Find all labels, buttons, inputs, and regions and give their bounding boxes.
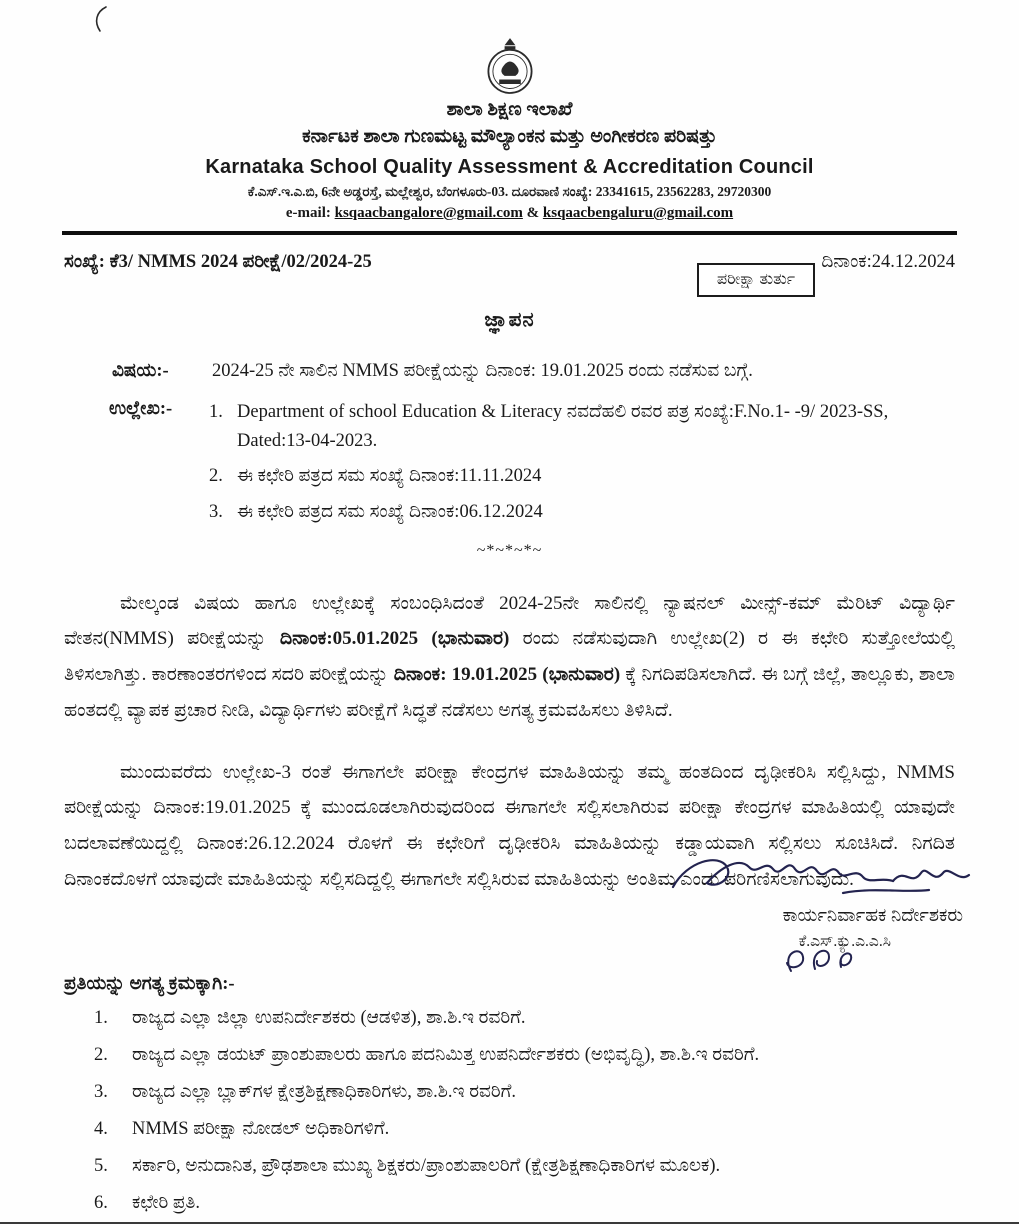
signature-block [0, 849, 1019, 969]
reference-text: Department of school Education & Literacy ನವದೆಹಲಿ ರವರ ಪತ್ರ ಸಂಖ್ಯೆ:F.No.1- -9/ 2023-SS, Dated:13-04-2023. [237, 402, 889, 451]
copy-item-text: ರಾಜ್ಯದ ಎಲ್ಲಾ ಬ್ಲಾಕ್‌ಗಳ ಕ್ಷೇತ್ರಶಿಕ್ಷಣಾಧಿಕಾರಿಗಳು, ಶಾ.ಶಿ.ಇ ರವರಿಗೆ. [132, 1082, 517, 1103]
department-title: ಶಾಲಾ ಶಿಕ್ಷಣ ಇಲಾಖೆ [446, 99, 573, 120]
subject-row [0, 360, 1019, 382]
karnataka-state-emblem-icon [483, 36, 537, 96]
pen-mark-icon [88, 4, 114, 34]
exam-urgent-stamp: ಪರೀಕ್ಷಾ ತುರ್ತು [697, 263, 815, 297]
signatory-organization: ಕೆ.ಎಸ್.ಕ್ಯು.ಎ.ಎ.ಸಿ [798, 933, 891, 951]
reference-row [0, 235, 1019, 273]
copy-item-number: 3. [94, 1082, 108, 1103]
email-separator: & [526, 205, 540, 221]
copy-item-number: 4. [94, 1118, 108, 1139]
copy-item-text: ರಾಜ್ಯದ ಎಲ್ಲಾ ಡಯಟ್ ಪ್ರಾಂಶುಪಾಲರು ಹಾಗೂ ಪದನಿಮಿತ್ತ ಉಪನಿರ್ದೇಶಕರು (ಅಭಿವೃದ್ಧಿ), ಶಾ.ಶಿ.ಇ ರವರಿಗೆ. [132, 1045, 760, 1066]
paragraph-text: ರಂದು ನಡೆಸುವುದಾಗಿ ಉಲ್ಲೇಖ(2) ರ ಈ ಕಛೇರಿ ಸುತ್ತೋಲೆಯಲ್ಲಿ ತಿಳಿಸಲಾಗಿತ್ತು. ಕಾರಣಾಂತರಗಳಿಂದ ಸದರಿ ಪರೀಕ್ಷೆಯನ್ನು [64, 628, 955, 686]
reference-text: ಈ ಕಛೇರಿ ಪತ್ರದ ಸಮ ಸಂಖ್ಯೆ ದಿನಾಂಕ:06.12.2024 [237, 502, 543, 523]
reference-number: 1. [209, 402, 223, 422]
highlighted-date: ದಿನಾಂಕ: 19.01.2025 (ಭಾನುವಾರ) [393, 664, 621, 686]
email-link-bangalore[interactable]: ksqaacbangalore@gmail.com [334, 205, 523, 221]
copy-item-number: 2. [94, 1045, 108, 1066]
letter-date: ದಿನಾಂಕ:24.12.2024 [821, 252, 955, 272]
copy-item [94, 1005, 955, 1032]
body-paragraph-2: ಮುಂದುವರೆದು ಉಲ್ಲೇಖ-3 ರಂತೆ ಈಗಾಗಲೇ ಪರೀಕ್ಷಾ ಕೇಂದ್ರಗಳ ಮಾಹಿತಿಯನ್ನು ತಮ್ಮ ಹಂತದಿಂದ ದೃಢೀಕರಿಸಿ ಸಲ್ಲಿಸಿದ್ದು, NMMS ಪರೀಕ್ಷೆಯನ್ನು ದಿನಾಂಕ:19.01.2025 ಕ್ಕೆ ಮುಂದೂಡಲಾಗಿರುವುದರಿಂದ ಈಗಾಗಲೇ ಸಲ್ಲಿಸಲಾಗಿರುವ ಪರೀಕ್ಷಾ ಕೇಂದ್ರಗಳ ಮಾಹಿತಿಯಲ್ಲಿ ಯಾವುದೇ ಬದಲಾವಣೆಯಿದ್ದಲ್ಲಿ ದಿನಾಂಕ:26.12.2024 ರೊಳಗೆ ಈ ಕಛೇರಿಗೆ ದೃಢೀಕರಿಸಿ ಮಾಹಿತಿಯನ್ನು ಕಡ್ಡಾಯವಾಗಿ ಸಲ್ಲಿಸಲು ಸೂಚಿಸಿದೆ. ನಿಗದಿತ ದಿನಾಂಕದೊಳಗೆ ಯಾವುದೇ ಮಾಹಿತಿಯನ್ನು ಸಲ್ಲಿಸದಿದ್ದಲ್ಲಿ ಈಗಾಗಲೇ ಸಲ್ಲಿಸಿರುವ ಮಾಹಿತಿಯನ್ನು ಅಂತಿಮ ಎಂದು ಪರಿಗಣಿಸಲಾಗುವುದು. [64, 761, 955, 890]
copy-item [94, 1042, 955, 1069]
signatory-designation: ಕಾರ್ಯನಿರ್ವಾಹಕ ನಿರ್ದೇಶಕರು [782, 906, 963, 927]
copies-list [64, 1005, 955, 1216]
copy-item [94, 1079, 955, 1106]
signature-initials-icon [777, 945, 869, 979]
copy-item-number: 5. [94, 1155, 108, 1176]
letter-number: ಸಂಖ್ಯೆ: ಕೆ3/ NMMS 2024 ಪರೀಕ್ಷೆ/02/2024-25 [64, 252, 372, 272]
email-line [0, 205, 1019, 222]
copy-item-text: ರಾಜ್ಯದ ಎಲ್ಲಾ ಜಿಲ್ಲಾ ಉಪನಿರ್ದೇಶಕರು (ಆಡಳಿತ), ಶಾ.ಶಿ.ಇ ರವರಿಗೆ. [132, 1008, 526, 1029]
references-row [0, 398, 1019, 534]
copy-item-text: NMMS ಪರೀಕ್ಷಾ ನೋಡಲ್ ಅಧಿಕಾರಿಗಳಿಗೆ. [132, 1118, 390, 1139]
paragraph-text: ಕ್ಕೆ ನಿಗದಿಪಡಿಸಲಾಗಿದೆ. ಈ ಬಗ್ಗೆ ಜಿಲ್ಲೆ, ತಾಲ್ಲೂಕು, ಶಾಲಾ ಹಂತದಲ್ಲಿ ವ್ಯಾಪಕ ಪ್ರಚಾರ ನೀಡಿ, ವಿದ್ಯಾರ್ಥಿಗಳು ಪರೀಕ್ಷೆಗೆ ಸಿದ್ಧತೆ ನಡೆಸಲು ಅಗತ್ಯ ಕ್ರಮವಹಿಸಲು ತಿಳಿಸಿದೆ. [64, 664, 955, 721]
copy-item-number: 1. [94, 1008, 108, 1029]
subject-text: 2024-25 ನೇ ಸಾಲಿನ NMMS ಪರೀಕ್ಷೆಯನ್ನು ದಿನಾಂಕ: 19.01.2025 ರಂದು ನಡೆಸುವ ಬಗ್ಗೆ. [212, 361, 753, 381]
email-label: e-mail: [285, 205, 331, 221]
references-list [209, 398, 955, 534]
body-paragraph-1 [0, 586, 1019, 729]
scan-edge-line [0, 1222, 1019, 1224]
email-link-bengaluru[interactable]: ksqaacbengaluru@gmail.com [542, 205, 734, 221]
copy-item [94, 1153, 955, 1180]
reference-number: 3. [209, 502, 223, 523]
memo-title: ಜ್ಞಾಪನ [484, 309, 535, 331]
copy-item [94, 1116, 955, 1143]
letterhead [0, 0, 1019, 222]
subject-label: ವಿಷಯ:- [112, 361, 169, 381]
reference-item [209, 498, 895, 527]
reference-item [209, 462, 895, 491]
copy-item [94, 1190, 955, 1217]
copy-item-number: 6. [94, 1192, 108, 1213]
reference-item [209, 398, 895, 455]
reference-number: 2. [209, 466, 223, 487]
copy-item-text: ಕಛೇರಿ ಪ್ರತಿ. [132, 1192, 200, 1213]
reference-text: ಈ ಕಛೇರಿ ಪತ್ರದ ಸಮ ಸಂಖ್ಯೆ ದಿನಾಂಕ:11.11.2024 [237, 466, 542, 487]
copy-item-text: ಸರ್ಕಾರಿ, ಅನುದಾನಿತ, ಪ್ರೌಢಶಾಲಾ ಮುಖ್ಯ ಶಿಕ್ಷಕರು/ಪ್ರಾಂಶುಪಾಲರಿಗೆ (ಕ್ಷೇತ್ರಶಿಕ್ಷಣಾಧಿಕಾರಿಗಳ ಮೂಲಕ). [132, 1155, 721, 1176]
council-name-kannada: ಕರ್ನಾಟಕ ಶಾಲಾ ಗುಣಮಟ್ಟ ಮೌಲ್ಯಾಂಕನ ಮತ್ತು ಅಂಗೀಕರಣ ಪರಿಷತ್ತು [302, 126, 717, 147]
signature-icon [667, 849, 977, 901]
council-name-english: Karnataka School Quality Assessment & Accreditation Council [205, 156, 814, 178]
highlighted-date: ದಿನಾಂಕ:05.01.2025 (ಭಾನುವಾರ) [279, 628, 510, 650]
references-label: ಉಲ್ಲೇಖ:- [109, 399, 173, 419]
decorative-separator: ~*~*~*~ [476, 541, 543, 559]
office-address: ಕೆ.ಎಸ್.ಇ.ಎ.ಬಿ, 6ನೇ ಅಡ್ಡರಸ್ತೆ, ಮಲ್ಲೇಶ್ವರ, ಬೆಂಗಳೂರು-03. ದೂರವಾಣಿ ಸಂಖ್ಯೆ: 23341615, 23562283, 29720300 [247, 184, 772, 199]
copies-label: ಪ್ರತಿಯನ್ನು ಅಗತ್ಯ ಕ್ರಮಕ್ಕಾಗಿ:- [64, 974, 235, 995]
paragraph-text: ಮೇಲ್ಕಂಡ ವಿಷಯ ಹಾಗೂ ಉಲ್ಲೇಖಕ್ಕೆ ಸಂಬಂಧಿಸಿದಂತೆ 2024-25ನೇ ಸಾಲಿನಲ್ಲಿ ನ್ಯಾಷನಲ್ ಮೀನ್ಸ್-ಕಮ್ ಮೆರಿಟ್ ವಿದ್ಯಾರ್ಥಿ ವೇತನ(NMMS) ಪರೀಕ್ಷೆಯನ್ನು [64, 592, 955, 650]
